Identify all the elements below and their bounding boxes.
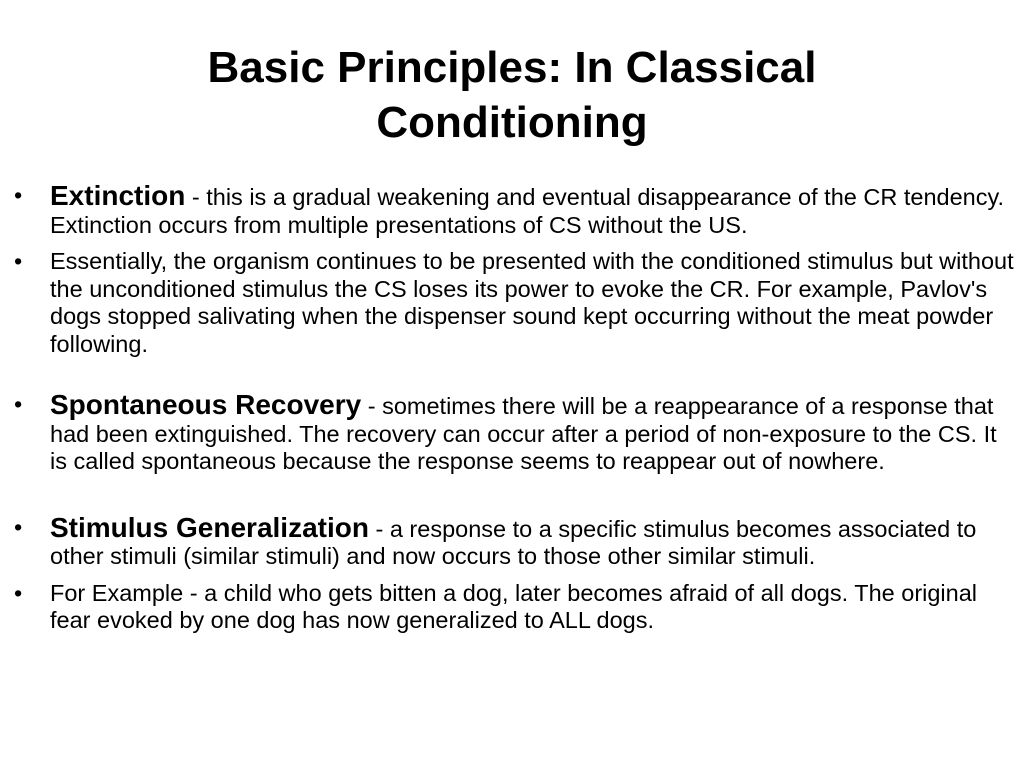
bullet-text: For Example - a child who gets bitten a dog, later becomes afraid of all dogs. The original fear evoked by one dog has now generalized to ALL dogs. — [50, 579, 978, 633]
bullet-stimulus-generalization — [14, 511, 1014, 571]
slide-title — [0, 40, 1024, 150]
bullet-generalization-example — [14, 580, 1014, 635]
bullet-extinction-explanation — [14, 248, 1014, 358]
bullet-dot-icon: • — [14, 182, 23, 208]
term-stimulus-generalization: Stimulus Generalization — [50, 511, 369, 543]
bullet-text: - a response to a specific stimulus becomes associated to other stimuli (similar stimuli) and now occurs to those other similar stimuli. — [50, 515, 977, 569]
bullet-spontaneous-recovery — [14, 391, 1014, 476]
title-line-1: Basic Principles: In Classical — [207, 43, 817, 92]
bullet-extinction — [14, 182, 1014, 239]
bullet-dot-icon: • — [14, 579, 23, 606]
bullet-dot-icon: • — [14, 248, 23, 274]
term-spontaneous-recovery: Spontaneous Recovery — [50, 389, 362, 420]
bullet-dot-icon: • — [14, 513, 23, 540]
bullet-list — [14, 182, 1014, 635]
bullet-text: Essentially, the organism continues to be presented with the conditioned stimulus but without the unconditioned stimulus the CS loses its power to evoke the CR. For example, Pavlov's dogs stopped salivating when the dispenser sound kept occurring without the meat powder following. — [50, 248, 1014, 357]
bullet-dot-icon: • — [14, 391, 23, 417]
term-extinction: Extinction — [50, 180, 186, 211]
bullet-text: - this is a gradual weakening and eventual disappearance of the CR tendency. Extinction occurs from multiple presentations of CS without the US. — [50, 184, 1005, 238]
bullet-text: - sometimes there will be a reappearance of a response that had been extinguished. The recovery can occur after a period of non-exposure to the CS. It is called spontaneous because the response seems to reappear out of nowhere. — [50, 393, 997, 474]
title-line-2: Conditioning — [376, 98, 648, 147]
